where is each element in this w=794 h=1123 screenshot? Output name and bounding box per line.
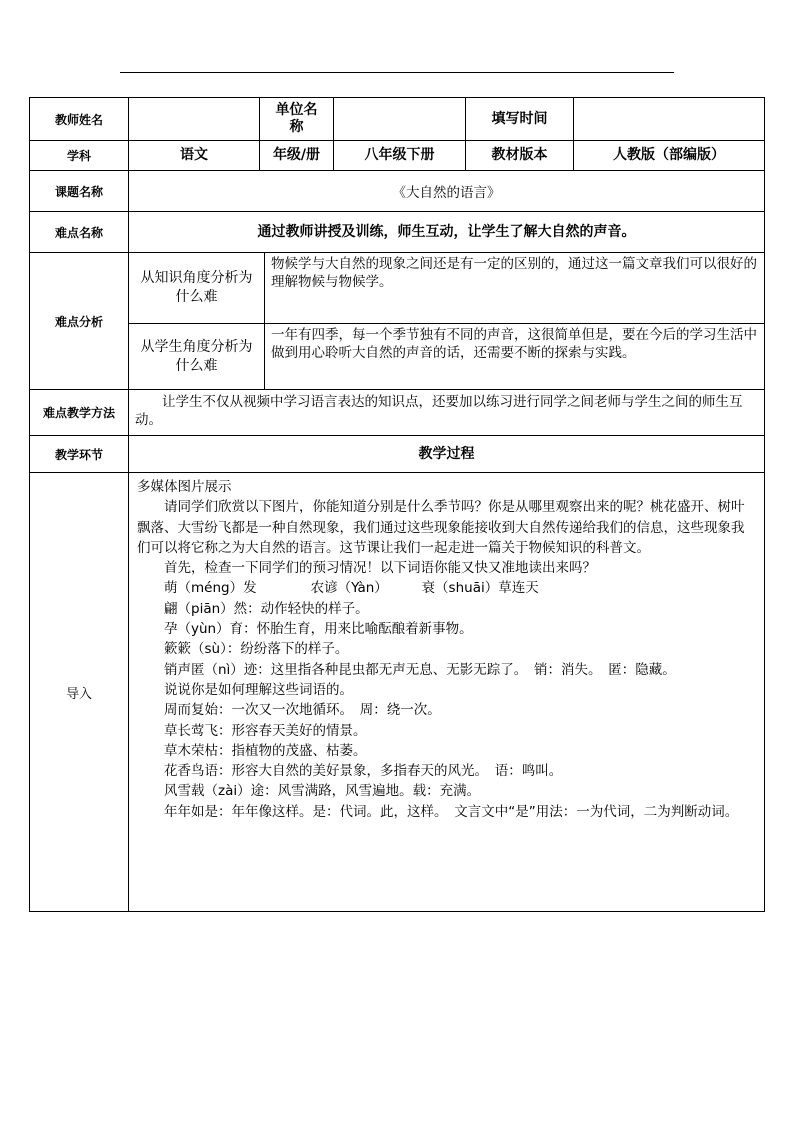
student-angle-label: 从学生角度分析为什么难 (129, 324, 265, 390)
intro-line: 首先，检查一下同学们的预习情况！以下词语你能又快又准地读出来吗？ (164, 560, 596, 577)
intro-line: 萌（méng）发 农谚（Yàn） 衰（shuāi）草连天 (164, 580, 539, 597)
subject-label: 学科 (30, 141, 129, 171)
fill-date-value (574, 98, 764, 141)
subject-value: 语文 (129, 141, 260, 171)
unit-name-value (334, 98, 466, 141)
difficulty-analysis-label: 难点分析 (30, 253, 129, 390)
teacher-name-value (129, 98, 260, 141)
difficulty-name-value: 通过教师讲授及训练，师生互动，让学生了解大自然的声音。 (129, 212, 764, 253)
intro-line: 多媒体图片展示 (137, 479, 232, 495)
intro-line: 年年如是：年年像这样。是：代词。此，这样。 文言文中“是”用法：一为代词，二为判断动词。 (164, 803, 739, 820)
textbook-edition-value: 人教版（部编版） (574, 141, 764, 171)
textbook-edition-label: 教材版本 (466, 141, 574, 171)
student-angle-text: 一年有四季，每一个季节独有不同的声音，这很简单但是，要在今后的学习生活中做到用心聆听大自然的声音的话，还需要不断的探索与实践。 (265, 324, 764, 390)
intro-label: 导入 (30, 473, 129, 911)
intro-line: 簌簌（sù）：纷纷落下的样子。 (164, 641, 349, 658)
unit-name-label: 单位名称 (260, 98, 334, 141)
intro-line: 周而复始：一次又一次地循环。 周：绕一次。 (164, 702, 441, 719)
intro-line: 说说你是如何理解这些词语的。 (164, 681, 353, 698)
grade-value: 八年级下册 (334, 141, 466, 171)
lesson-plan-table (29, 97, 765, 912)
teaching-method-text: 让学生不仅从视频中学习语言表达的知识点，还要加以练习进行同学之间老师与学生之间的师生互动。 (129, 390, 764, 436)
knowledge-angle-label: 从知识角度分析为什么难 (129, 253, 265, 324)
top-rule (120, 72, 674, 73)
lesson-title-label: 课题名称 (30, 171, 129, 212)
intro-line: 草木荣枯：指植物的茂盛、枯萎。 (164, 742, 367, 759)
teacher-name-label: 教师姓名 (30, 98, 129, 141)
lesson-title-value: 《大自然的语言》 (129, 171, 764, 212)
intro-line: 草长莺飞：形容春天美好的情景。 (164, 722, 367, 739)
intro-line: 风雪载（zài）途：风雪满路，风雪遍地。载：充满。 (164, 783, 481, 800)
intro-line: 请同学们欣赏以下图片，你能知道分别是什么季节吗？你是从哪里观察出来的呢？桃花盛开、树叶飘落、大雪纷飞都是一种自然现象，我们通过这些现象能接收到大自然传递给我们的信息，这些现象我们可以将它称之为大自然的语言。这节课让我们一起走进一篇关于物候知识的科普文。 (137, 499, 745, 556)
difficulty-name-label: 难点名称 (30, 212, 129, 253)
fill-date-label: 填写时间 (466, 98, 574, 141)
teaching-method-label: 难点教学方法 (30, 390, 129, 436)
intro-line: 花香鸟语：形容大自然的美好景象，多指春天的风光。 语：鸣叫。 (164, 763, 563, 780)
knowledge-angle-text: 物候学与大自然的现象之间还是有一定的区别的，通过这一篇文章我们可以很好的理解物候与物候学。 (265, 253, 764, 324)
teaching-process-label: 教学过程 (129, 436, 764, 473)
teaching-stage-label: 教学环节 (30, 436, 129, 473)
grade-label: 年级/册 (260, 141, 334, 171)
intro-line: 孕（yùn）育：怀胎生育，用来比喻酝酿着新事物。 (164, 621, 473, 638)
intro-line: 销声匿（nì）迹：这里指各种昆虫都无声无息、无影无踪了。 销：消失。 匿：隐藏。 (164, 661, 676, 678)
intro-line: 翩（piān）然：动作轻快的样子。 (164, 600, 369, 617)
intro-content (129, 473, 764, 911)
